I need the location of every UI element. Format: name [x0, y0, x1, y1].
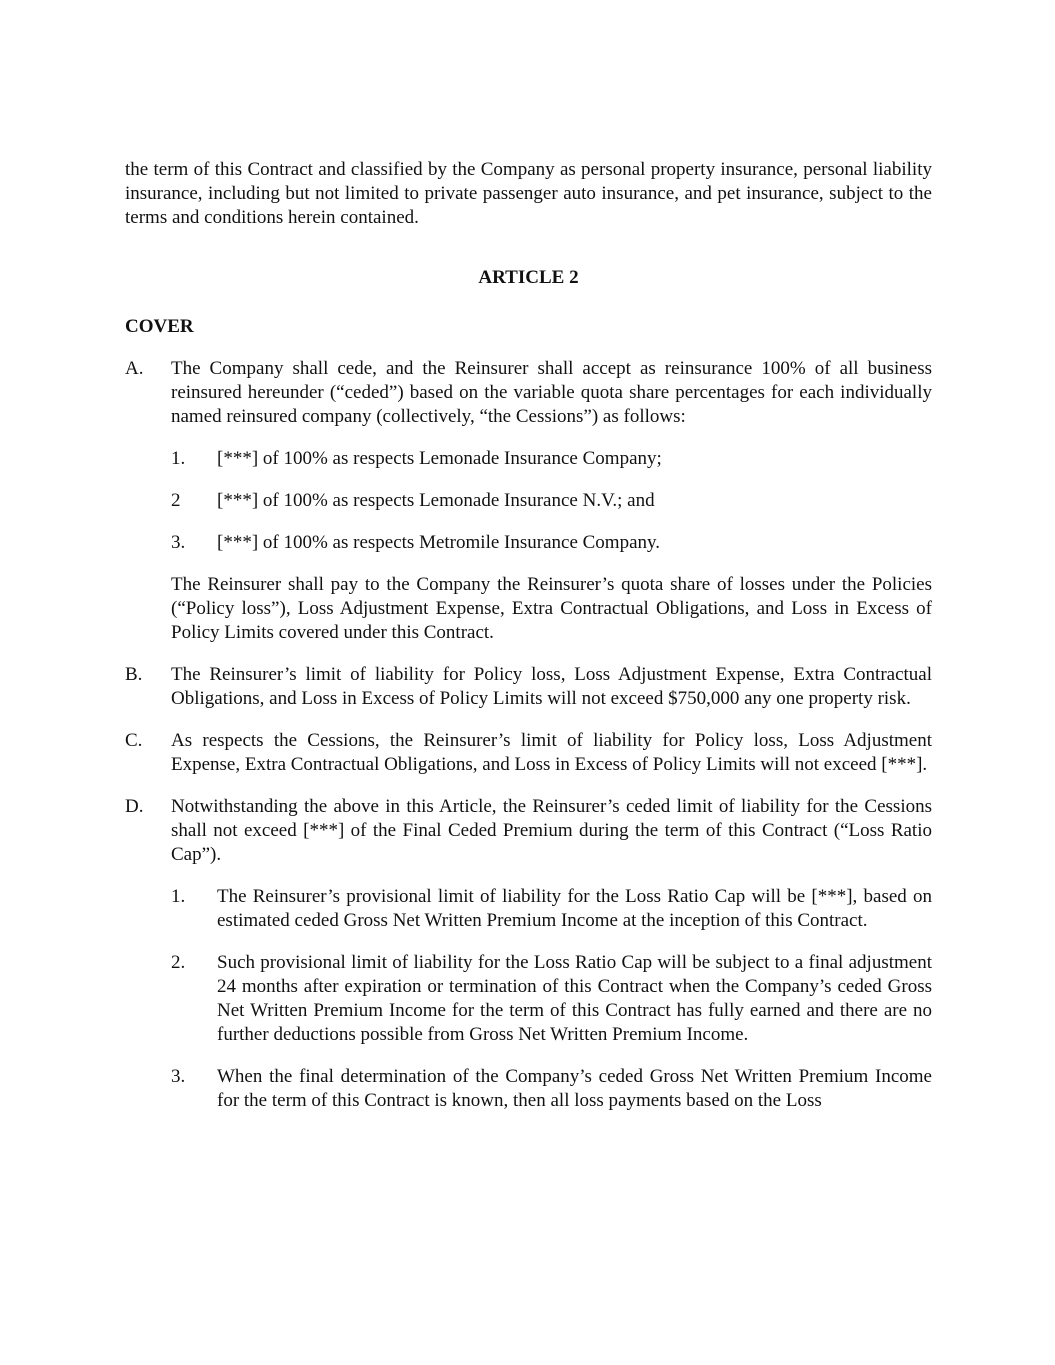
- section-a: [125, 357, 932, 429]
- intro-paragraph: the term of this Contract and classified by the Company as personal property insurance, personal liability insurance, including but not limited to private passenger auto insurance, and pet insurance, subject to the terms and conditions herein contained.: [125, 159, 932, 228]
- article-heading: ARTICLE 2: [478, 267, 579, 288]
- document-page: [125, 158, 932, 1113]
- list-item-label: 3.: [171, 532, 186, 553]
- list-item-label: 3.: [171, 1066, 186, 1087]
- list-item: [171, 885, 932, 933]
- list-item-text: [***] of 100% as respects Lemonade Insurance N.V.; and: [217, 490, 655, 511]
- list-item-text: Such provisional limit of liability for the Loss Ratio Cap will be subject to a final adjustment 24 months after expiration or termination of this Contract when the Company’s ceded Gross Net Written Premium Income for the term of this Contract has fully earned and there are no further deductions possible from Gross Net Written Premium Income.: [217, 952, 932, 1045]
- list-item: [171, 1065, 932, 1113]
- list-item-label: 1.: [171, 448, 186, 469]
- list-item-label: 1.: [171, 886, 186, 907]
- list-item-text: The Reinsurer’s provisional limit of liability for the Loss Ratio Cap will be [***], based on estimated ceded Gross Net Written Premium Income at the inception of this Contract.: [217, 886, 932, 931]
- list-item-text: When the final determination of the Company’s ceded Gross Net Written Premium Income for the term of this Contract is known, then all loss payments based on the Loss: [217, 1066, 932, 1111]
- section-d-list: [171, 885, 932, 1113]
- section-label: A.: [125, 358, 144, 379]
- list-item: [171, 447, 932, 471]
- section-c: [125, 729, 932, 777]
- section-a-closing-paragraph: The Reinsurer shall pay to the Company the Reinsurer’s quota share of losses under the Policies (“Policy loss”), Loss Adjustment Expense, Extra Contractual Obligations, and Loss in Excess of Policy Limits covered under this Contract.: [171, 574, 932, 643]
- list-item: [171, 531, 932, 555]
- section-label: D.: [125, 796, 144, 817]
- list-item-text: [***] of 100% as respects Lemonade Insurance Company;: [217, 448, 662, 469]
- list-item: [171, 951, 932, 1047]
- section-text: As respects the Cessions, the Reinsurer’s limit of liability for Policy loss, Loss Adjustment Expense, Extra Contractual Obligations, and Loss in Excess of Policy Limits will not exceed [***].: [171, 730, 932, 775]
- section-heading: COVER: [125, 316, 194, 337]
- section-text: Notwithstanding the above in this Article, the Reinsurer’s ceded limit of liability for the Cessions shall not exceed [***] of the Final Ceded Premium during the term of this Contract (“Loss Ratio Cap”).: [171, 796, 932, 865]
- list-item-text: [***] of 100% as respects Metromile Insurance Company.: [217, 532, 661, 553]
- section-label: C.: [125, 730, 143, 751]
- section-label: B.: [125, 664, 143, 685]
- section-text: The Company shall cede, and the Reinsurer shall accept as reinsurance 100% of all business reinsured hereunder (“ceded”) based on the variable quota share percentages for each individually named reinsured company (collectively, “the Cessions”) as follows:: [171, 358, 932, 427]
- list-item-label: 2: [171, 490, 181, 511]
- list-item-label: 2.: [171, 952, 186, 973]
- section-a-list: [171, 447, 932, 555]
- list-item: [171, 489, 932, 513]
- section-d: [125, 795, 932, 867]
- section-b: [125, 663, 932, 711]
- section-text: The Reinsurer’s limit of liability for Policy loss, Loss Adjustment Expense, Extra Contractual Obligations, and Loss in Excess of Policy Limits will not exceed $750,000 any one property risk.: [171, 664, 932, 709]
